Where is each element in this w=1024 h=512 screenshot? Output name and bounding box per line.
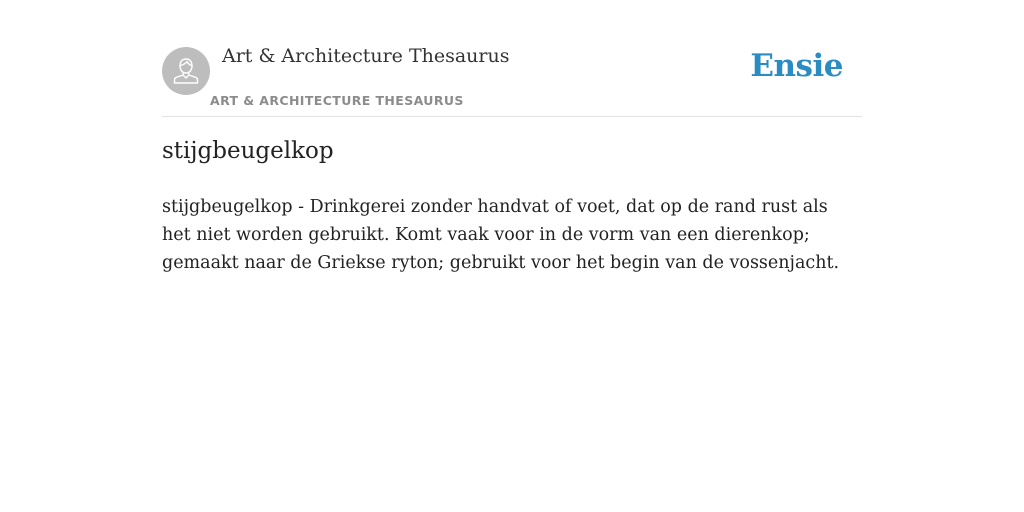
user-icon	[171, 56, 201, 86]
avatar[interactable]	[162, 47, 210, 95]
entry-definition: stijgbeugelkop - Drinkgerei zonder handvat of voet, dat op de rand rust als het niet worden gebruikt. Komt vaak voor in de vorm van een dierenkop; gemaakt naar de Griekse ryton; gebruikt voor het begin van de vossenjacht.	[162, 197, 840, 273]
ensie-logo[interactable]: Ensie	[750, 48, 843, 84]
author-name[interactable]: Art & Architecture Thesaurus	[222, 45, 510, 67]
author-subtitle[interactable]: ART & ARCHITECTURE THESAURUS	[210, 93, 464, 108]
entry-term: stijgbeugelkop	[162, 138, 334, 164]
header	[162, 40, 862, 117]
